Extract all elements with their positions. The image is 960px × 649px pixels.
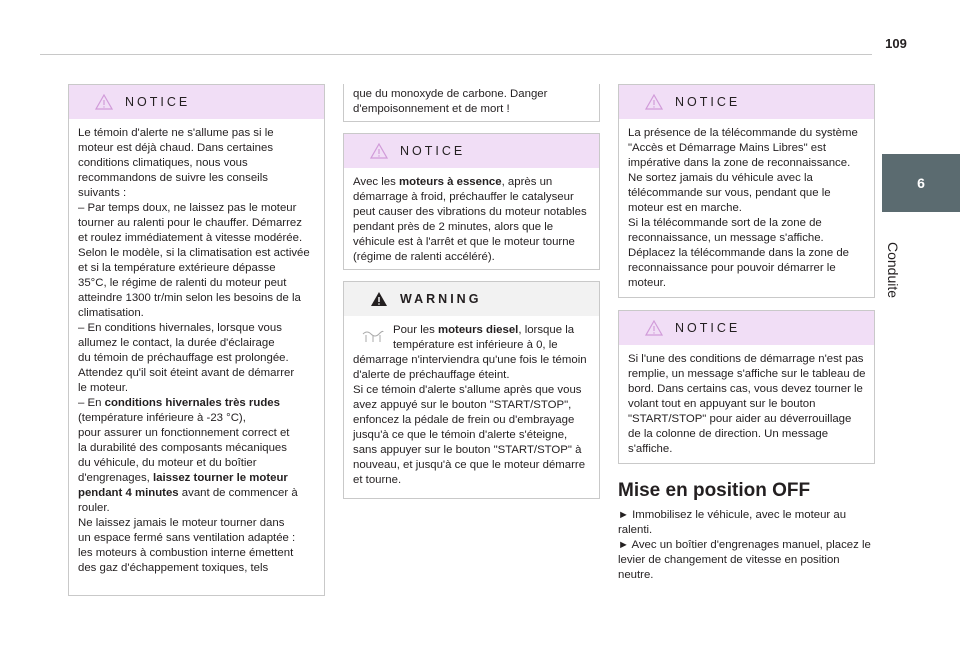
- keyless-text: La présence de la télécommande du système "Accès et Démarrage Mains Libres" est impérative dans la zone de reconnaissance.: [628, 127, 858, 169]
- notice-line: allumez le contact, la durée d'éclairage: [78, 337, 275, 349]
- notice-box-keyless: [618, 84, 875, 298]
- notice-body: [619, 119, 874, 291]
- warning-triangle-icon: [95, 94, 113, 110]
- winter-rest: (température inférieure à -23 °C),: [78, 412, 246, 424]
- warning-title: WARNING: [400, 292, 482, 306]
- notice-line: – En conditions hivernales, lorsque vous: [78, 322, 282, 334]
- warning-triangle-filled-icon: [370, 291, 388, 307]
- notice-line: un espace fermé sans ventilation adaptée :: [78, 532, 296, 544]
- notice-title: NOTICE: [675, 321, 741, 335]
- notice-line: climatisation.: [78, 307, 144, 319]
- keyless-text-3: Si la télécommande sort de la zone de reconnaissance, un message s'affiche.: [628, 217, 824, 244]
- notice-body: [69, 119, 324, 576]
- notice-body: [619, 345, 874, 457]
- notice-header: [69, 85, 324, 119]
- step-1: [618, 508, 876, 538]
- notice-line: conditions climatiques, nous vous: [78, 157, 248, 169]
- arrow-right-icon: ►: [618, 509, 629, 521]
- warning-triangle-icon: [645, 320, 663, 336]
- notice-header: [619, 85, 874, 119]
- section-title: Mise en position OFF: [618, 480, 811, 501]
- notice-title: NOTICE: [125, 95, 191, 109]
- diesel-rest: , lorsque la température est inférieure à 0, le démarrage n'interviendra qu'une fois le témoin d'alerte de préchauffage éteint.: [353, 324, 587, 381]
- continued-line: d'empoisonnement et de mort !: [353, 103, 510, 115]
- gear-rest: avant de commencer à rouler.: [78, 487, 298, 514]
- notice-box-continued: [343, 84, 600, 122]
- gear-prefix: d'engrenages,: [78, 472, 154, 484]
- notice-line: et roulez immédiatement à vitesse modérée.: [78, 232, 303, 244]
- notice-body: [344, 168, 599, 265]
- notice-line: tourner au ralenti pour le chauffer. Démarrez: [78, 217, 302, 229]
- petrol-prefix: Avec les: [353, 176, 400, 188]
- notice-line: des gaz d'échappement toxiques, tels: [78, 562, 269, 574]
- step-1-text: Immobilisez le véhicule, avec le moteur au ralenti.: [618, 509, 847, 536]
- petrol-paragraph: [353, 175, 591, 265]
- notice-header: [344, 134, 599, 168]
- step-2: [618, 538, 876, 583]
- diesel-paragraph: [353, 323, 591, 383]
- page-number: 109: [885, 36, 907, 51]
- notice-line: atteindre 1300 tr/min selon les besoins de la: [78, 292, 301, 304]
- notice-line: moteur est déjà chaud. Dans certaines: [78, 142, 274, 154]
- gear-paragraph: [78, 471, 316, 516]
- notice-title: NOTICE: [675, 95, 741, 109]
- notice-line: recommandons de suivre les conseils: [78, 172, 268, 184]
- winter-paragraph: [78, 396, 316, 426]
- continued-body: [344, 84, 599, 117]
- warning-box-diesel: [343, 281, 600, 499]
- chapter-tab[interactable]: 6: [882, 154, 960, 212]
- petrol-rest: , après un démarrage à froid, préchauffer le catalyseur peut causer des vibrations du moteur notables pendant près de 2 minutes, alors que le véhicule est à l'arrêt et que le moteur tourne (régime de ralenti accéléré).: [353, 176, 587, 263]
- notice-line: du témoin de préchauffage est prolongée.: [78, 352, 289, 364]
- diesel-paragraph-2: Si ce témoin d'alerte s'allume après que vous avez appuyé sur le bouton "START/STOP", enfoncez la pédale de frein ou d'embrayage jusqu'à ce que le témoin d'alerte s'éteigne, sans appuyer sur le bouton "START/STOP" à nouveau, et jusqu'à ce que le moteur démarre et tourne.: [353, 384, 586, 486]
- top-rule: [40, 54, 872, 55]
- notice-line: du véhicule, du moteur et du boîtier: [78, 457, 257, 469]
- notice-box-engine-hot: [68, 84, 325, 596]
- gear-bold: laissez tourner le moteur pendant 4 minutes: [78, 472, 288, 499]
- warning-triangle-icon: [370, 143, 388, 159]
- keyless-text-2: Ne sortez jamais du véhicule avec la télécommande sur vous, pendant que le moteur est en marche.: [628, 172, 831, 214]
- arrow-right-icon: ►: [618, 539, 629, 551]
- notice-line: Selon le modèle, si la climatisation est activée: [78, 247, 310, 259]
- keyless-text-4: Déplacez la télécommande dans la zone de reconnaissance pour pouvoir démarrer le moteur.: [628, 247, 849, 289]
- winter-prefix: – En: [78, 397, 105, 409]
- notice-title: NOTICE: [400, 144, 466, 158]
- diesel-bold: moteurs diesel: [437, 324, 519, 336]
- diesel-prefix: Pour les: [393, 324, 438, 336]
- step-2-text: Avec un boîtier d'engrenages manuel, placez le levier de changement de vitesse en position neutre.: [618, 539, 871, 581]
- notice-box-conditions: [618, 310, 875, 464]
- notice-box-petrol: [343, 133, 600, 270]
- warning-header: [344, 282, 599, 316]
- notice-line: – Par temps doux, ne laissez pas le moteur: [78, 202, 297, 214]
- conditions-text: Si l'une des conditions de démarrage n'est pas remplie, un message s'affiche sur le tableau de bord. Dans certains cas, vous devez tourner le volant tout en appuyant sur le bouton "START/STOP" pour aider au déverrouillage de la colonne de direction. Un message s'affiche.: [628, 353, 866, 455]
- warning-body: [344, 316, 599, 488]
- notice-line: les moteurs à combustion interne émettent: [78, 547, 294, 559]
- notice-line: pour assurer un fonctionnement correct et: [78, 427, 290, 439]
- warning-triangle-icon: [645, 94, 663, 110]
- notice-line: Le témoin d'alerte ne s'allume pas si le: [78, 127, 274, 139]
- notice-line: 35°C, le régime de ralenti du moteur peut: [78, 277, 287, 289]
- notice-line: et si la température extérieure dépasse: [78, 262, 276, 274]
- steps: [618, 508, 876, 583]
- notice-header: [619, 311, 874, 345]
- petrol-bold: moteurs à essence: [399, 176, 502, 188]
- notice-line: Attendez qu'il soit éteint avant de démarrer: [78, 367, 295, 379]
- notice-line: suivants :: [78, 187, 127, 199]
- chapter-label: Conduite: [884, 241, 901, 299]
- continued-line: que du monoxyde de carbone. Danger: [353, 88, 548, 100]
- notice-line: la durabilité des composants mécaniques: [78, 442, 287, 454]
- winter-bold: conditions hivernales très rudes: [104, 397, 280, 409]
- preheat-coil-icon: [361, 329, 385, 345]
- notice-line: le moteur.: [78, 382, 129, 394]
- notice-line: Ne laissez jamais le moteur tourner dans: [78, 517, 285, 529]
